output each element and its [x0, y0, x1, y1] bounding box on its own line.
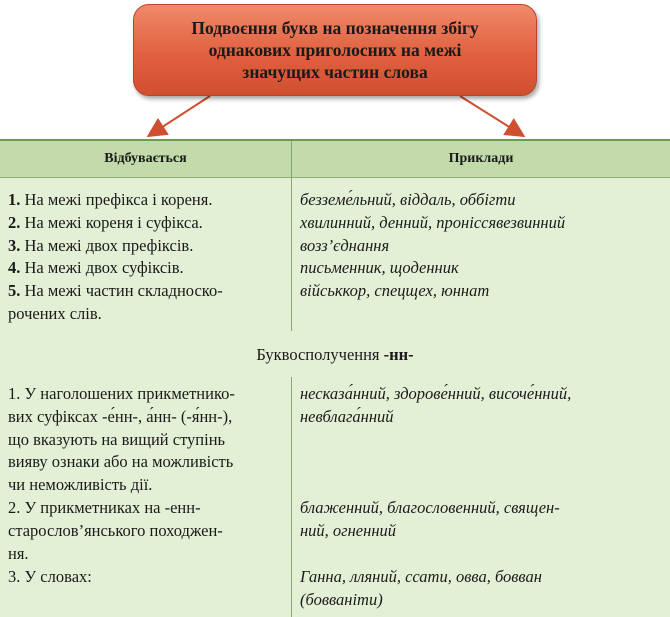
example-line: військкор, спецщех, юннат: [300, 281, 490, 301]
example-line: возз’єднання: [300, 235, 390, 255]
text-line: 1. У наголошених прикметнико-: [8, 384, 235, 403]
text-line: невблага́нний: [300, 406, 394, 426]
item1-right: [300, 383, 662, 429]
item1-left: [8, 383, 286, 497]
title-box: [133, 4, 537, 96]
text-line: На межі кореня і суфікса.: [20, 212, 203, 232]
list-item: [8, 189, 286, 212]
text-line: несказа́нний, здорове́нний, височе́нний,: [300, 384, 572, 403]
example-line: безземе́льний, віддаль, оббігти: [300, 190, 516, 209]
list-item: [8, 303, 286, 326]
text-line: На межі частин складноско-: [20, 281, 223, 301]
header-examples: Приклади: [448, 151, 514, 166]
title-line-2: однакових приголосних на межі: [208, 40, 462, 60]
text-line: На межі двох префіксів.: [20, 235, 194, 255]
list-item: [8, 280, 286, 303]
text-line: 3. У словах:: [8, 567, 92, 586]
table-header: [0, 141, 670, 178]
header-happens: Відбувається: [104, 151, 187, 166]
text-line: (бовваніти): [300, 589, 383, 609]
text-line: старослов’янського походжен-: [8, 520, 223, 540]
text-line: рочених слів.: [8, 303, 102, 323]
text-line: блаженний, благословенний, священ-: [300, 498, 560, 517]
text-line: На межі префікса і кореня.: [20, 190, 213, 209]
example-line: хвилинний, денний, проніссявезвинний: [300, 212, 566, 232]
text-line: Ганна, лляний, ссати, овва, бовван: [300, 567, 542, 586]
column-divider-bottom: [291, 377, 292, 617]
item3-right: [300, 566, 662, 612]
text-line: вих суфіксах -е́нн-, а́нн- (-я́нн-),: [8, 406, 233, 426]
text-line: ня.: [8, 543, 29, 563]
text-line: Буквосполучення: [256, 345, 384, 364]
text-line: 5.: [8, 281, 21, 301]
section1-left: [8, 189, 286, 326]
list-item: [8, 212, 286, 235]
text-line: 3.: [8, 235, 21, 255]
text-line: чи неможливість дії.: [8, 475, 153, 495]
text-line: 4.: [8, 258, 21, 278]
item2-right: [300, 497, 662, 543]
text-line: вияву ознаки або на можливість: [8, 452, 234, 472]
arrow-left: [150, 96, 210, 135]
subheading: [0, 345, 670, 365]
text-line: -нн-: [383, 345, 414, 364]
title-line-1: Подвоєння букв на позначення збігу: [191, 18, 479, 38]
item2-left: [8, 497, 286, 565]
item3-left: [8, 566, 286, 589]
example-line: письменник, щоденник: [300, 258, 459, 278]
rules-table: [0, 139, 670, 617]
text-line: 2. У прикметниках на -енн-: [8, 498, 201, 517]
column-divider-top: [291, 141, 292, 331]
section1-right: [300, 189, 662, 303]
text-line: 2.: [8, 212, 21, 232]
list-item: [8, 235, 286, 258]
arrow-right: [460, 96, 522, 135]
text-line: що вказують на вищий ступінь: [8, 429, 226, 449]
text-line: 1.: [8, 190, 21, 209]
text-line: На межі двох суфіксів.: [20, 258, 184, 278]
list-item: [8, 257, 286, 280]
title-line-3: значущих частин слова: [242, 62, 428, 82]
text-line: ний, огненний: [300, 520, 397, 540]
